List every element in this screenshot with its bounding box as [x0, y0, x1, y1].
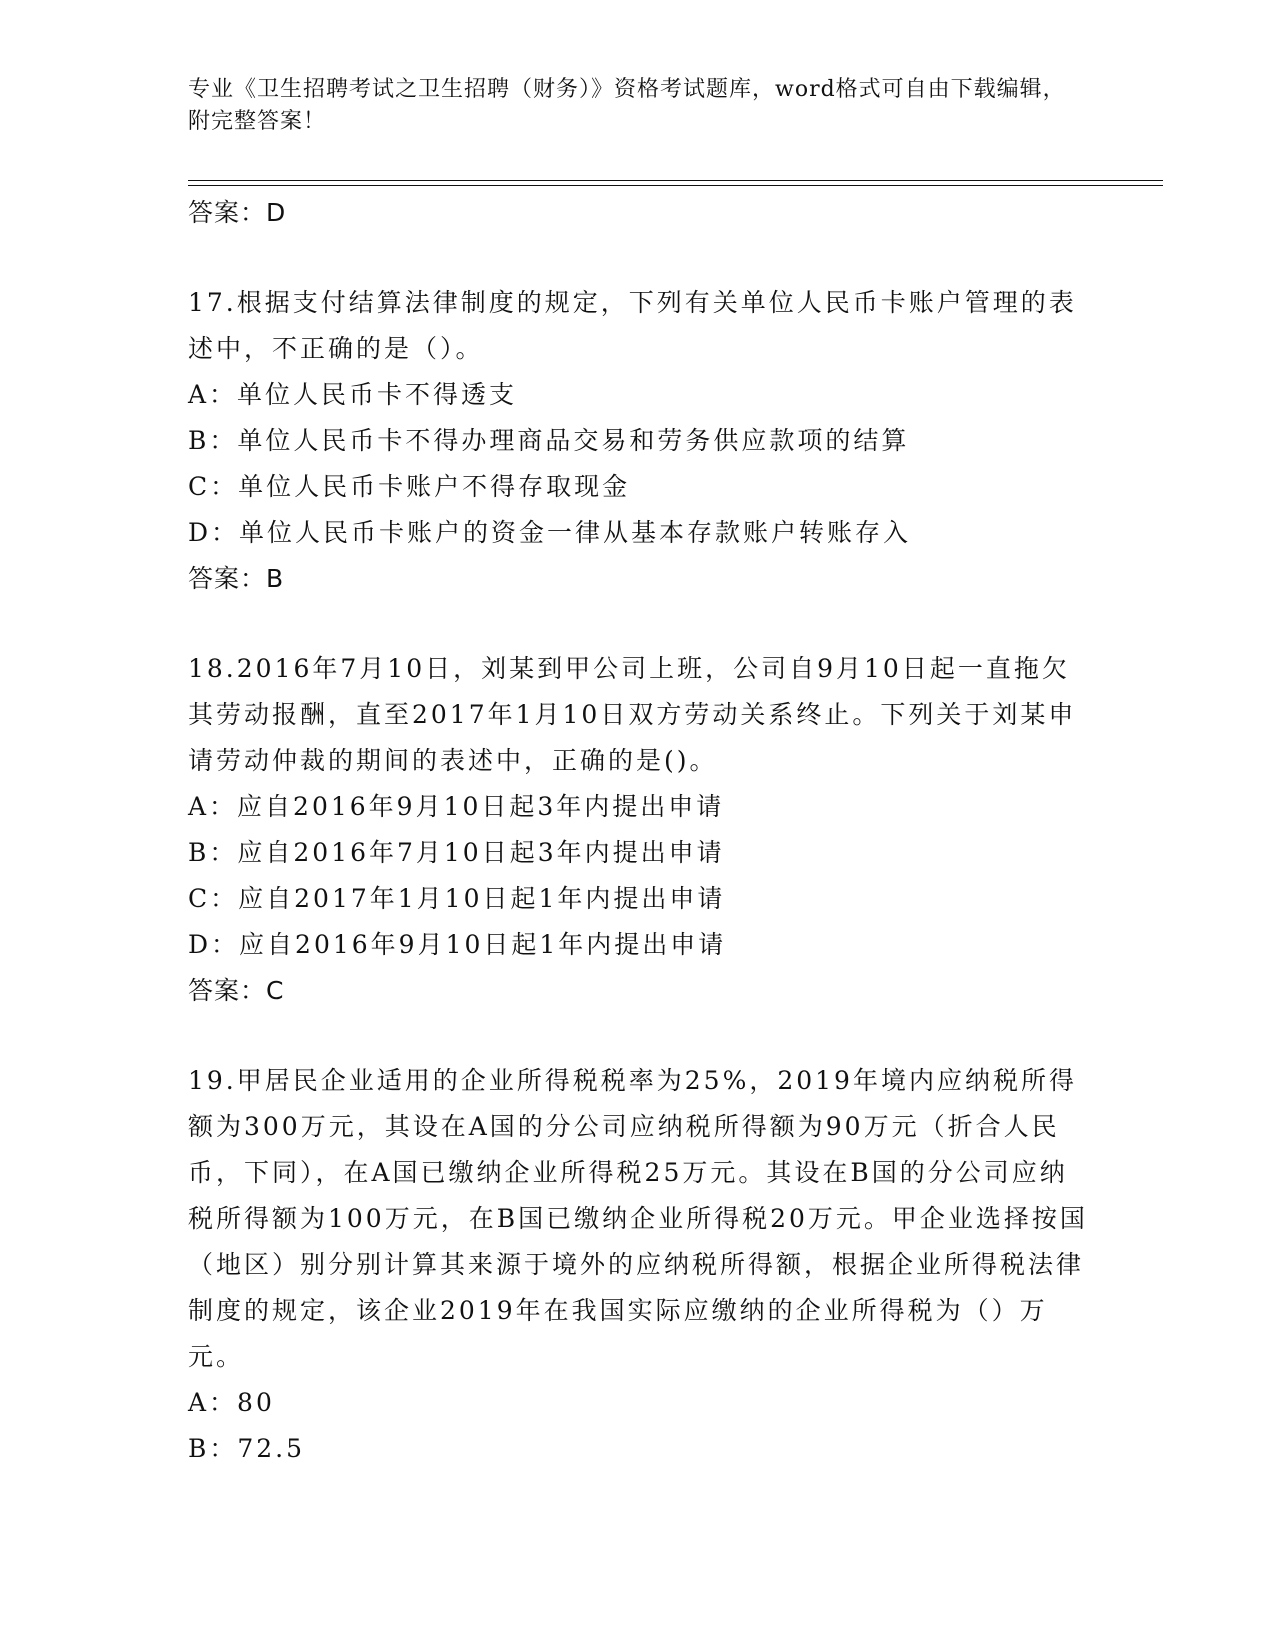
option-a: A：应自2016年9月10日起3年内提出申请 [188, 792, 725, 821]
option-c: C：单位人民币卡账户不得存取现金 [188, 472, 631, 501]
answer-line: 答案：B [188, 564, 285, 593]
option-b: B：72.5 [188, 1434, 306, 1463]
page-header: 专业《卫生招聘考试之卫生招聘（财务）》资格考试题库，word格式可自由下载编辑，附完整答案！ [188, 77, 1066, 134]
question-17 [188, 280, 1088, 602]
header-rule-bottom [188, 185, 1163, 186]
option-a: A：单位人民币卡不得透支 [188, 380, 518, 409]
answer-line: 答案：C [188, 976, 285, 1005]
question-18 [188, 646, 1088, 1014]
option-b: B：单位人民币卡不得办理商品交易和劳务供应款项的结算 [188, 426, 910, 455]
option-a: A：80 [188, 1388, 275, 1417]
option-d: D：应自2016年9月10日起1年内提出申请 [188, 930, 727, 959]
option-c: C：应自2017年1月10日起1年内提出申请 [188, 884, 726, 913]
question-stem: 18.2016年7月10日，刘某到甲公司上班，公司自9月10日起一直拖欠其劳动报酬，直至2017年1月10日双方劳动关系终止。下列关于刘某申请劳动仲裁的期间的表述中，正确的是()。 [188, 654, 1077, 775]
question-stem: 19.甲居民企业适用的企业所得税税率为25%，2019年境内应纳税所得额为300万元，其设在A国的分公司应纳税所得额为90万元（折合人民币，下同），在A国已缴纳企业所得税25万元。其设在B国的分公司应纳税所得额为100万元，在B国已缴纳企业所得税20万元。甲企业选择按国（地区）别分别计算其来源于境外的应纳税所得额，根据企业所得税法律制度的规定，该企业2019年在我国实际应缴纳的企业所得税为（）万元。 [188, 1066, 1088, 1371]
option-b: B：应自2016年7月10日起3年内提出申请 [188, 838, 725, 867]
header-rule-top [188, 180, 1163, 181]
option-d: D：单位人民币卡账户的资金一律从基本存款账户转账存入 [188, 518, 912, 547]
answer-line: 答案：D [188, 198, 287, 227]
question-19 [188, 1058, 1088, 1472]
question-stem: 17.根据支付结算法律制度的规定，下列有关单位人民币卡账户管理的表述中，不正确的是（）。 [188, 288, 1077, 363]
document-body [188, 190, 1088, 1472]
